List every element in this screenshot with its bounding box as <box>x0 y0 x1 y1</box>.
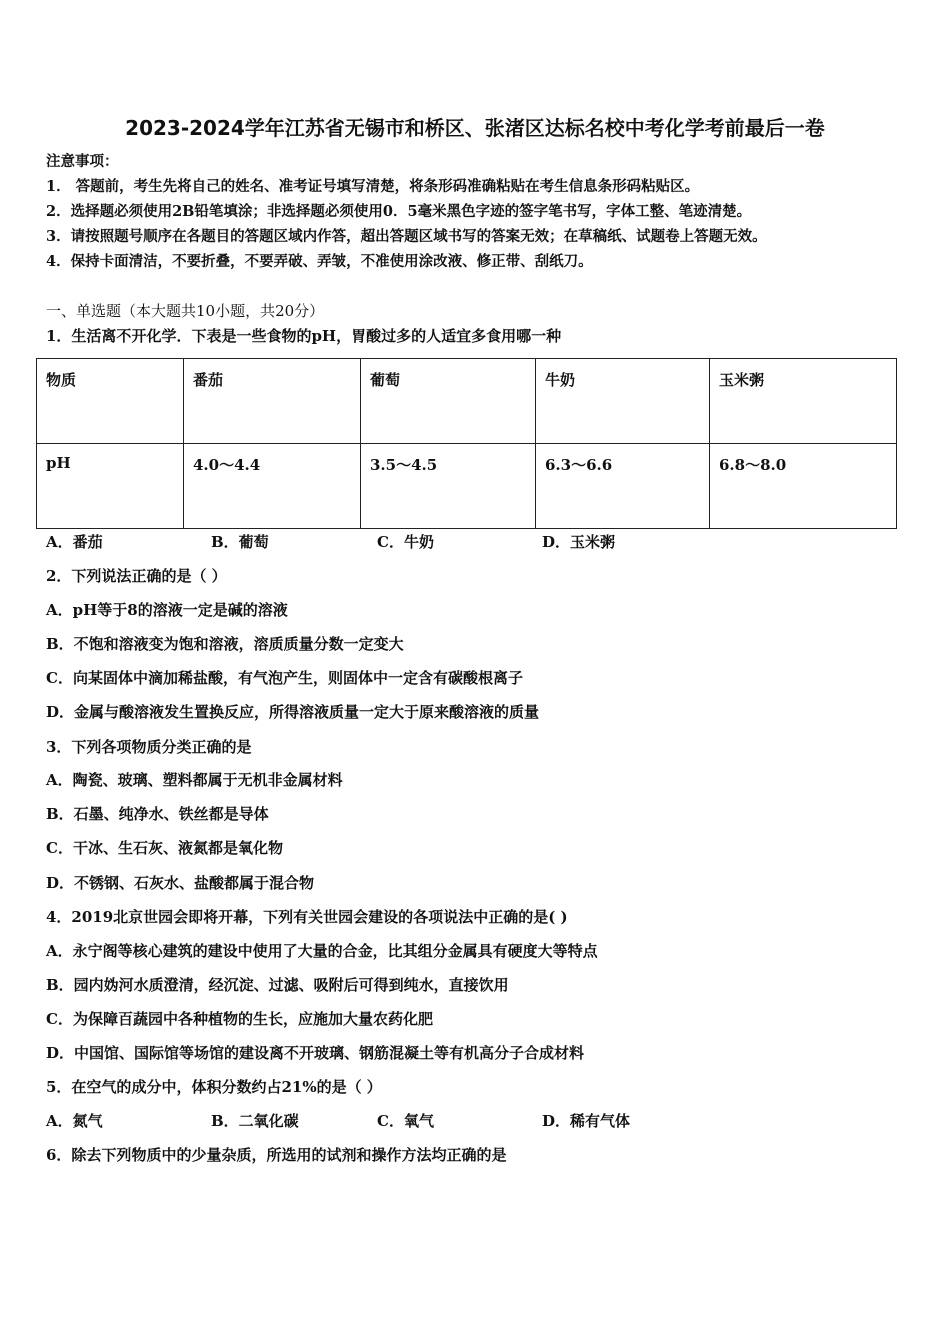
question-1-option-c[interactable]: C．牛奶 <box>377 533 434 551</box>
question-5-option-b[interactable]: B．二氧化碳 <box>211 1112 299 1130</box>
question-5-stem: 5．在空气的成分中，体积分数约占21%的是（ ） <box>46 1078 382 1096</box>
table-cell: 4.0～4.4 <box>184 444 361 529</box>
question-6-stem: 6．除去下列物质中的少量杂质，所选用的试剂和操作方法均正确的是 <box>46 1146 507 1164</box>
question-2-option-b[interactable]: B．不饱和溶液变为饱和溶液，溶质质量分数一定变大 <box>46 635 404 653</box>
table-header-row <box>37 359 897 444</box>
question-4-option-d[interactable]: D．中国馆、国际馆等场馆的建设离不开玻璃、钢筋混凝土等有机高分子合成材料 <box>46 1044 585 1062</box>
question-3-option-c[interactable]: C．干冰、生石灰、液氮都是氧化物 <box>46 839 283 857</box>
notice-item: 1． 答题前，考生先将自己的姓名、准考证号填写清楚，将条形码准确粘贴在考生信息条形码粘贴区。 <box>46 178 700 195</box>
table-cell: 6.3～6.6 <box>536 444 710 529</box>
question-5-option-d[interactable]: D．稀有气体 <box>542 1112 631 1130</box>
section-heading: 一、单选题（本大题共10小题，共20分） <box>46 302 325 320</box>
table-cell: 牛奶 <box>536 359 710 444</box>
notice-item: 3．请按照题号顺序在各题目的答题区域内作答，超出答题区域书写的答案无效；在草稿纸、试题卷上答题无效。 <box>46 228 767 245</box>
question-2-stem: 2．下列说法正确的是（ ） <box>46 567 227 585</box>
table-cell: 物质 <box>37 359 184 444</box>
notice-item: 2．选择题必须使用2B铅笔填涂；非选择题必须使用0．5毫米黑色字迹的签字笔书写，字体工整、笔迹清楚。 <box>46 203 752 220</box>
table-row <box>37 444 897 529</box>
table-cell: 番茄 <box>184 359 361 444</box>
table-cell: 6.8～8.0 <box>710 444 897 529</box>
question-2-option-a[interactable]: A．pH等于8的溶液一定是碱的溶液 <box>46 601 288 619</box>
question-1-option-b[interactable]: B．葡萄 <box>211 533 269 551</box>
question-4-stem: 4．2019北京世园会即将开幕，下列有关世园会建设的各项说法中正确的是( ) <box>46 908 568 926</box>
question-4-option-c[interactable]: C．为保障百蔬园中各种植物的生长，应施加大量农药化肥 <box>46 1010 433 1028</box>
question-5-option-a[interactable]: A．氮气 <box>46 1112 103 1130</box>
page-title: 2023-2024学年江苏省无锡市和桥区、张渚区达标名校中考化学考前最后一卷 <box>125 116 825 140</box>
table-cell: 葡萄 <box>361 359 536 444</box>
question-3-option-b[interactable]: B．石墨、纯净水、铁丝都是导体 <box>46 805 269 823</box>
question-3-stem: 3．下列各项物质分类正确的是 <box>46 738 252 756</box>
notice-item: 4．保持卡面清洁，不要折叠，不要弄破、弄皱，不准使用涂改液、修正带、刮纸刀。 <box>46 253 593 270</box>
table-cell: 玉米粥 <box>710 359 897 444</box>
question-5-option-c[interactable]: C．氧气 <box>377 1112 434 1130</box>
question-2-option-d[interactable]: D．金属与酸溶液发生置换反应，所得溶液质量一定大于原来酸溶液的质量 <box>46 703 540 721</box>
question-2-option-c[interactable]: C．向某固体中滴加稀盐酸，有气泡产生，则固体中一定含有碳酸根离子 <box>46 669 523 687</box>
ph-table <box>36 358 897 529</box>
question-1-option-a[interactable]: A．番茄 <box>46 533 103 551</box>
question-4-option-a[interactable]: A．永宁阁等核心建筑的建设中使用了大量的合金，比其组分金属具有硬度大等特点 <box>46 942 598 960</box>
notice-heading: 注意事项： <box>46 153 119 170</box>
question-3-option-d[interactable]: D．不锈钢、石灰水、盐酸都属于混合物 <box>46 874 315 892</box>
question-4-option-b[interactable]: B．园内妫河水质澄清，经沉淀、过滤、吸附后可得到纯水，直接饮用 <box>46 976 509 994</box>
question-1-stem: 1．生活离不开化学．下表是一些食物的pH，胃酸过多的人适宜多食用哪一种 <box>46 327 562 345</box>
question-1-option-d[interactable]: D．玉米粥 <box>542 533 616 551</box>
table-cell: 3.5～4.5 <box>361 444 536 529</box>
table-cell: pH <box>37 444 184 529</box>
question-3-option-a[interactable]: A．陶瓷、玻璃、塑料都属于无机非金属材料 <box>46 771 343 789</box>
